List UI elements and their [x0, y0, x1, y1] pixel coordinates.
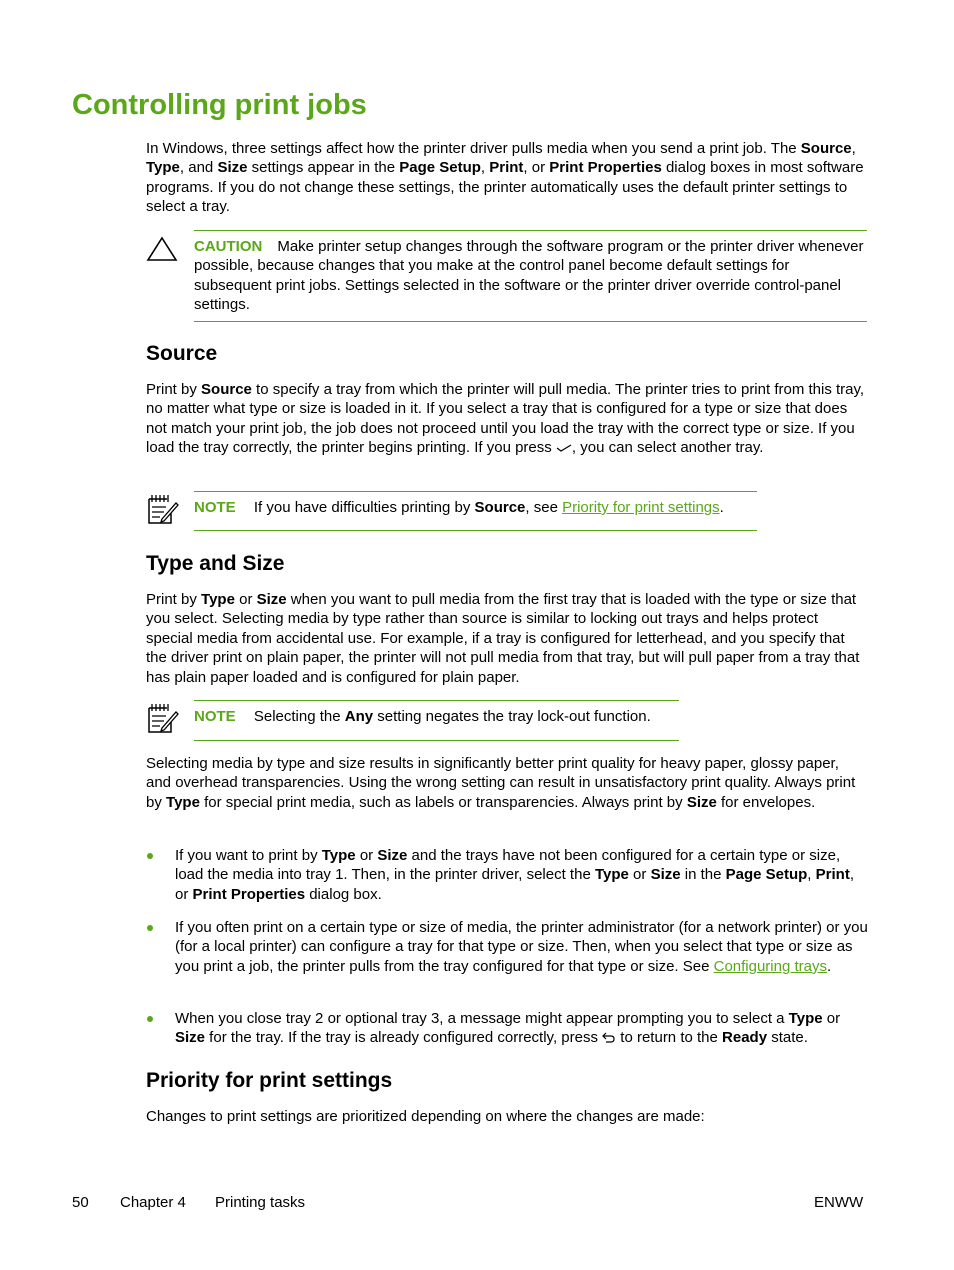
note-source: NOTE If you have difficulties printing by Source, see Priority for print settings. [194, 499, 724, 516]
note-pad-icon [145, 494, 179, 526]
bullet-dot [147, 925, 153, 931]
footer-section: Printing tasks [215, 1194, 306, 1211]
page-number: 50 [72, 1194, 89, 1211]
type-size-heading: Type and Size [146, 552, 285, 575]
note2-bottom-rule [194, 740, 679, 741]
note-label: NOTE [194, 708, 236, 725]
back-arrow-icon [602, 1031, 616, 1043]
type-size-paragraph-2: Selecting media by type and size results in significantly better print quality for heavy paper, glossy paper, and overhead transparencies. Using the wrong setting can result in unsatisfactory print quality. Always print by Type for special print media, such as labels or transparencies. Always print by Size for envelopes. [146, 755, 856, 811]
configuring-trays-link[interactable]: Configuring trays [713, 957, 827, 975]
footer-enww: ENWW [814, 1194, 864, 1211]
intro-paragraph: In Windows, three settings affect how the printer driver pulls media when you send a print job. The Source, Type, and Size settings appear in the Page Setup, Print, or Print Properties dialog boxes in most software programs. If you do not change these settings, the printer automatically uses the default printer settings to select a tray. [146, 140, 864, 216]
checkmark-icon [556, 443, 572, 453]
warning-triangle-icon [146, 236, 178, 262]
priority-link[interactable]: Priority for print settings [562, 499, 720, 516]
caution-bottom-rule [194, 321, 867, 322]
note1-top-rule [194, 491, 757, 492]
priority-paragraph: Changes to print settings are prioritized depending on where the changes are made: [146, 1108, 705, 1125]
caution-label: CAUTION [194, 238, 263, 255]
type-size-paragraph: Print by Type or Size when you want to pull media from the first tray that is loaded with the type or size that you select. Selecting media by type rather than source is similar to locking out trays and helps protect special media from accidental use. For example, if a tray is configured for letterhead, and you specify that the driver print on plain paper, the printer will not pull media from that tray, but will pull paper from a tray that has plain paper loaded and is configured for plain paper. [146, 591, 860, 686]
caution-text: CAUTION Make printer setup changes through the software program or the printer driver whenever possible, because changes that you make at the control panel become default settings for subsequent print jobs. Settings selected in the software or the printer driver override control-panel settings. [194, 238, 864, 314]
note2-top-rule [194, 700, 679, 701]
bullet-dot [147, 1016, 153, 1022]
bullet-dot [147, 853, 153, 859]
list-item: If you often print on a certain type or size of media, the printer administrator (for a network printer) or you (for a local printer) can configure a tray for that type or size. Then, when you select that type or size as you print a job, the printer pulls from the tray configured for that type or size. See Configuring trays. [175, 919, 868, 975]
note1-bottom-rule [194, 530, 757, 531]
source-heading: Source [146, 342, 218, 365]
list-item: If you want to print by Type or Size and the trays have not been configured for a certain type or size, load the media into tray 1. Then, in the printer driver, select the Type or Size in the Page Setup, Print, or Print Properties dialog box. [175, 847, 854, 903]
note-any: NOTE Selecting the Any setting negates the tray lock-out function. [194, 708, 651, 725]
footer-chapter: Chapter 4 [120, 1194, 186, 1211]
list-item: When you close tray 2 or optional tray 3, a message might appear prompting you to select a Type or Size for the tray. If the tray is already configured correctly, press to return to the Ready state. [175, 1010, 841, 1047]
note-label: NOTE [194, 499, 236, 516]
source-paragraph: Print by Source to specify a tray from which the printer will pull media. The printer tries to print from this tray, no matter what type or size is loaded in it. If you select a tray that is configured for a type or size that does not match your print job, the job does not proceed until you load the tray with the correct type or size. If you load the tray correctly, the printer begins printing. If you press , you can select another tray. [146, 381, 865, 457]
priority-heading: Priority for print settings [146, 1069, 393, 1092]
note-pad-icon [145, 703, 179, 735]
page-title: Controlling print jobs [72, 89, 367, 121]
caution-top-rule [194, 230, 867, 231]
